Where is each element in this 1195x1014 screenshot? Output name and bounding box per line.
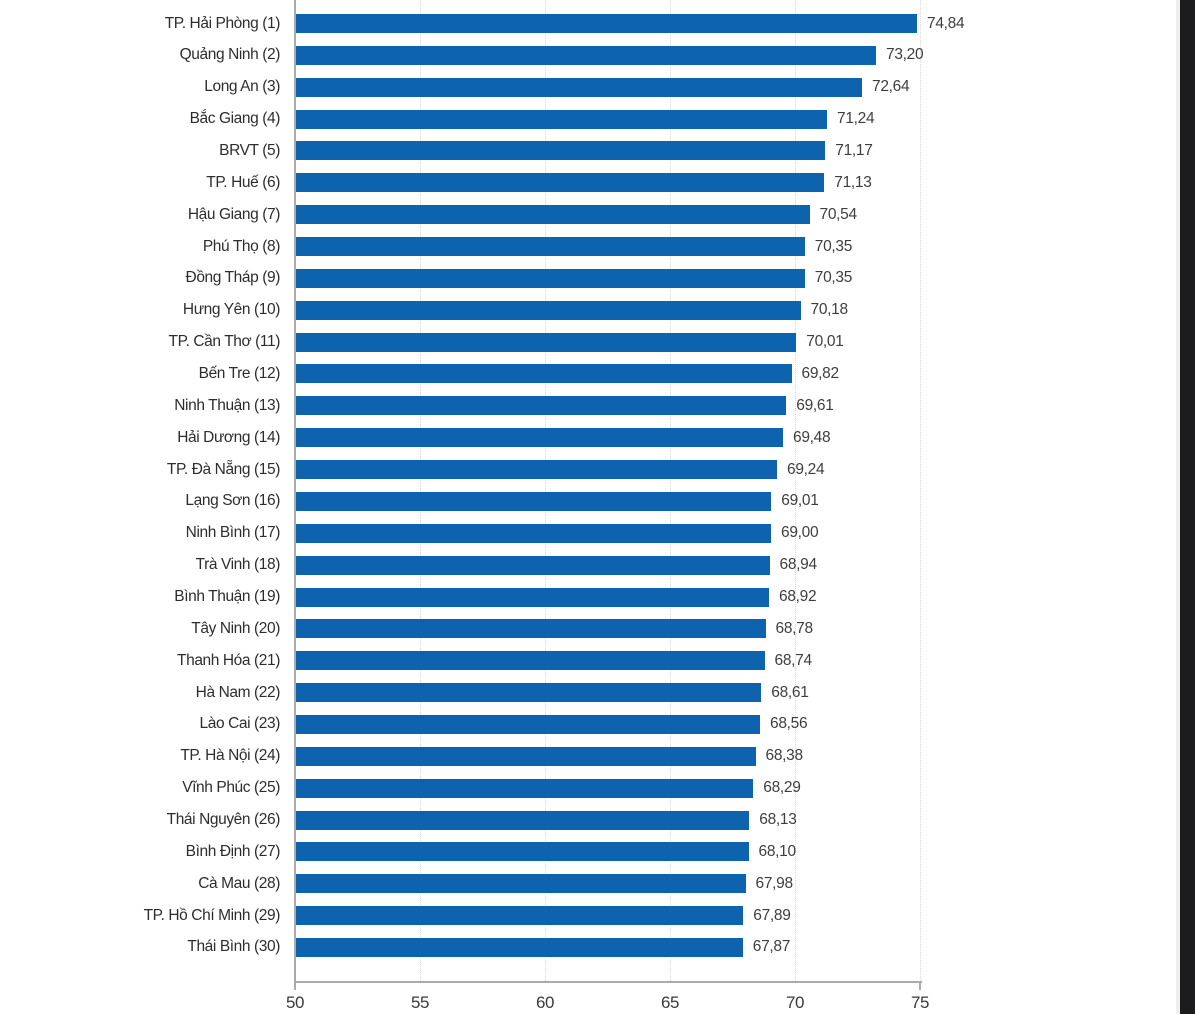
category-label: Ninh Bình (17)	[185, 524, 280, 542]
category-label: Cà Mau (28)	[198, 874, 280, 892]
bar	[296, 683, 761, 702]
bar	[296, 396, 786, 415]
category-label: Bến Tre (12)	[198, 364, 280, 382]
category-label: Hải Dương (14)	[177, 428, 280, 446]
bar	[296, 492, 771, 511]
category-label: Trà Vinh (18)	[195, 556, 280, 574]
x-tick-label: 60	[535, 993, 555, 1012]
value-label: 68,29	[763, 779, 801, 797]
value-label: 68,61	[771, 683, 809, 701]
bar	[296, 460, 777, 479]
value-label: 69,61	[796, 396, 834, 414]
value-label: 70,35	[814, 237, 853, 255]
x-tick-label: 65	[660, 993, 680, 1012]
value-label: 69,82	[801, 364, 839, 382]
value-label: 74,84	[927, 14, 965, 32]
category-label: TP. Cần Thơ (11)	[168, 333, 280, 351]
category-label: Quảng Ninh (2)	[179, 46, 280, 64]
category-label: Đồng Tháp (9)	[185, 269, 280, 287]
bar	[296, 46, 876, 65]
value-label: 68,74	[774, 651, 812, 669]
category-label: Thái Bình (30)	[187, 938, 280, 956]
category-label: Long An (3)	[204, 78, 280, 96]
value-label: 68,78	[775, 619, 813, 637]
value-label: 71,24	[837, 110, 875, 128]
category-label: Vĩnh Phúc (25)	[182, 779, 280, 797]
bar	[296, 747, 756, 766]
bar	[296, 938, 743, 957]
category-label: Lạng Sơn (16)	[185, 492, 280, 510]
category-label: Thái Nguyên (26)	[166, 811, 280, 829]
bar	[296, 874, 746, 893]
x-tick-label: 55	[410, 993, 430, 1012]
value-label: 70,18	[810, 301, 848, 319]
category-label: Bắc Giang (4)	[189, 110, 280, 128]
bar	[296, 842, 749, 861]
category-label: Lào Cai (23)	[199, 715, 280, 733]
bar	[296, 173, 824, 192]
value-label: 69,01	[781, 492, 819, 510]
bar	[296, 715, 760, 734]
bar	[296, 619, 766, 638]
value-label: 70,54	[819, 205, 857, 223]
bar	[296, 556, 770, 575]
category-label: TP. Hồ Chí Minh (29)	[143, 906, 280, 924]
bar	[296, 269, 805, 288]
bar	[296, 78, 862, 97]
value-label: 68,56	[770, 715, 808, 733]
category-label: TP. Đà Nẵng (15)	[166, 460, 280, 478]
value-label: 73,20	[886, 46, 924, 64]
bar	[296, 205, 810, 224]
value-label: 69,48	[793, 428, 831, 446]
category-label: Hưng Yên (10)	[182, 301, 280, 319]
category-label: TP. Hà Nội (24)	[180, 747, 280, 765]
category-label: BRVT (5)	[219, 141, 280, 159]
value-label: 68,92	[779, 588, 817, 606]
bar	[296, 14, 917, 33]
category-label: Ninh Thuận (13)	[174, 396, 280, 414]
value-label: 70,01	[806, 333, 844, 351]
category-label: Bình Thuận (19)	[174, 588, 280, 606]
bar	[296, 651, 765, 670]
category-label: TP. Huế (6)	[206, 173, 280, 191]
bar	[296, 524, 771, 543]
category-label: Phú Thọ (8)	[202, 237, 280, 255]
value-label: 69,24	[787, 460, 825, 478]
category-label: Hậu Giang (7)	[187, 205, 280, 223]
gridline-75	[920, 0, 921, 981]
category-label: Bình Định (27)	[185, 842, 280, 860]
value-label: 67,98	[755, 874, 793, 892]
value-label: 67,87	[752, 938, 791, 956]
value-label: 68,38	[765, 747, 803, 765]
bar	[296, 906, 743, 925]
value-label: 72,64	[872, 78, 910, 96]
bar	[296, 588, 769, 607]
bar	[296, 333, 796, 352]
category-label: Tây Ninh (20)	[191, 619, 280, 637]
bar	[296, 364, 792, 383]
value-label: 68,10	[758, 842, 796, 860]
category-label: Hà Nam (22)	[195, 683, 280, 701]
bar	[296, 301, 801, 320]
value-label: 70,35	[814, 269, 853, 287]
x-axis-end-tick	[919, 981, 921, 990]
value-label: 71,17	[835, 141, 873, 159]
value-label: 71,13	[834, 173, 872, 191]
category-label: TP. Hải Phòng (1)	[164, 14, 280, 32]
x-tick-label: 70	[785, 993, 805, 1012]
bar	[296, 811, 749, 830]
x-tick-label: 75	[910, 993, 930, 1012]
bar	[296, 110, 827, 129]
bar	[296, 237, 805, 256]
value-label: 68,94	[779, 556, 817, 574]
window-edge-strip	[1180, 0, 1195, 1014]
x-tick-label: 50	[285, 993, 305, 1012]
value-label: 67,89	[753, 906, 791, 924]
bar	[296, 141, 825, 160]
bar	[296, 779, 753, 798]
value-label: 69,00	[781, 524, 819, 542]
x-axis-line	[294, 981, 922, 983]
bar	[296, 428, 783, 447]
value-label: 68,13	[759, 811, 797, 829]
category-label: Thanh Hóa (21)	[177, 651, 280, 669]
